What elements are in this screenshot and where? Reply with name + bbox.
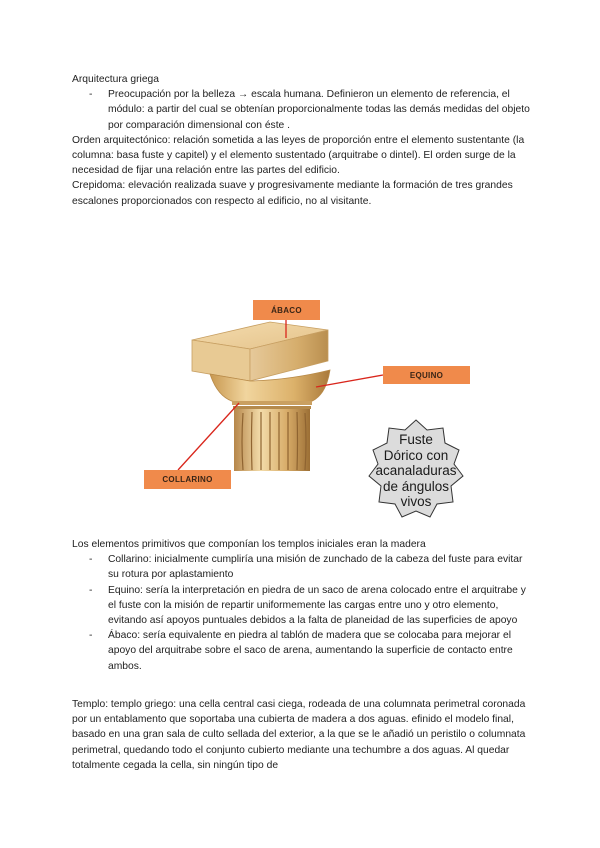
equino-label: EQUINO: [383, 366, 470, 384]
list-item: - Collarino: inicialmente cumpliría una misión de zunchado de la cabeza del fuste para evitar su rotura por aplastamiento: [89, 554, 523, 581]
collarino-label: COLLARINO: [144, 470, 231, 489]
list-item: - Equino: sería la interpretación en piedra de un saco de arena colocado entre el arquitrabe y el fuste con la misión de repartir uniformemente las cargas entre uno y otro elemento, evitando así apoyos puntuales debidos a la falta de planeidad de las superficies de apoyo: [89, 584, 526, 627]
annulet: [233, 406, 311, 409]
equino-text: Equino: sería la interpretación en piedra de un saco de arena colocado entre el arquitrabe y el fuste con la misión de repartir uniformemente las cargas entre uno y otro elemento, evitando así apoyos puntuales debidos a la falta de planeidad de las superficies de apoyo: [108, 584, 526, 627]
badge-line: Dórico con: [383, 447, 449, 463]
section-heading: Arquitectura griega: [72, 74, 160, 85]
fuste-badge-text: [368, 432, 464, 510]
badge-line: Fuste: [399, 432, 433, 447]
templo-paragraph: Templo: templo griego: una cella central casi ciega, rodeada de una columnata perimetral coronada por un entablamento que soportaba una cubierta de madera a dos aguas. efinido el modelo final, basado en una gran sala de culto sellada del exterior, a la que se le añadió un peristilo o columnata perimetral, quedando todo el conjunto cubierto mediante una techumbre a dos aguas. Al quedar totalmente cegada la cella, sin ningún tipo de: [72, 699, 526, 771]
crepidoma-paragraph: Crepidoma: elevación realizada suave y progresivamente mediante la formación de tres grandes escalones proporcionados con respecto al edificio, no al visitante.: [72, 180, 513, 207]
shaft: [234, 409, 310, 471]
abaco-label: ÁBACO: [253, 300, 320, 320]
abaco-text: Ábaco: sería equivalente en piedra al tablón de madera que se colocaba para mejorar el apoyo del arquitrabe sobre el saco de arena, aumentando la superficie de contacto entre ambos.: [108, 630, 513, 672]
badge-line: vivos: [400, 494, 432, 509]
orden-paragraph: Orden arquitectónico: relación sometida a las leyes de proporción entre el elemento sustentante (la columna: basa fuste y capitel) y el elemento sustentado (arquitrabe o dintel). El orden surge de la necesidad de fijar una relación entre las partes del edificio.: [72, 134, 525, 177]
elements-intro: Los elementos primitivos que componían los templos iniciales eran la madera: [72, 539, 426, 550]
templo-section: [72, 697, 532, 773]
elements-section: [72, 537, 532, 674]
badge-line: de ángulos: [382, 478, 450, 494]
collarino-pointer: [178, 403, 239, 470]
intro-section: [72, 72, 532, 209]
collarino-text: Collarino: inicialmente cumpliría una misión de zunchado de la cabeza del fuste para evitar su rotura por aplastamiento: [108, 554, 523, 581]
bullet-text: Preocupación por la belleza → escala humana. Definieron un elemento de referencia, el módulo: a partir del cual se obtenían proporcionalmente todas las demás medidas del objeto por comparación dimensional con éste .: [108, 89, 530, 131]
list-item: - Preocupación por la belleza → escala humana. Definieron un elemento de referencia, el módulo: a partir del cual se obtenían proporcionalmente todas las demás medidas del objeto por comparación dimensional con éste .: [89, 89, 530, 131]
capital-diagram: [140, 270, 475, 525]
badge-line: acanaladuras: [375, 463, 457, 478]
list-item: - Ábaco: sería equivalente en piedra al tablón de madera que se colocaba para mejorar el apoyo del arquitrabe sobre el saco de arena, aumentando la superficie de contacto entre ambos.: [89, 630, 513, 672]
annulet: [232, 401, 312, 405]
